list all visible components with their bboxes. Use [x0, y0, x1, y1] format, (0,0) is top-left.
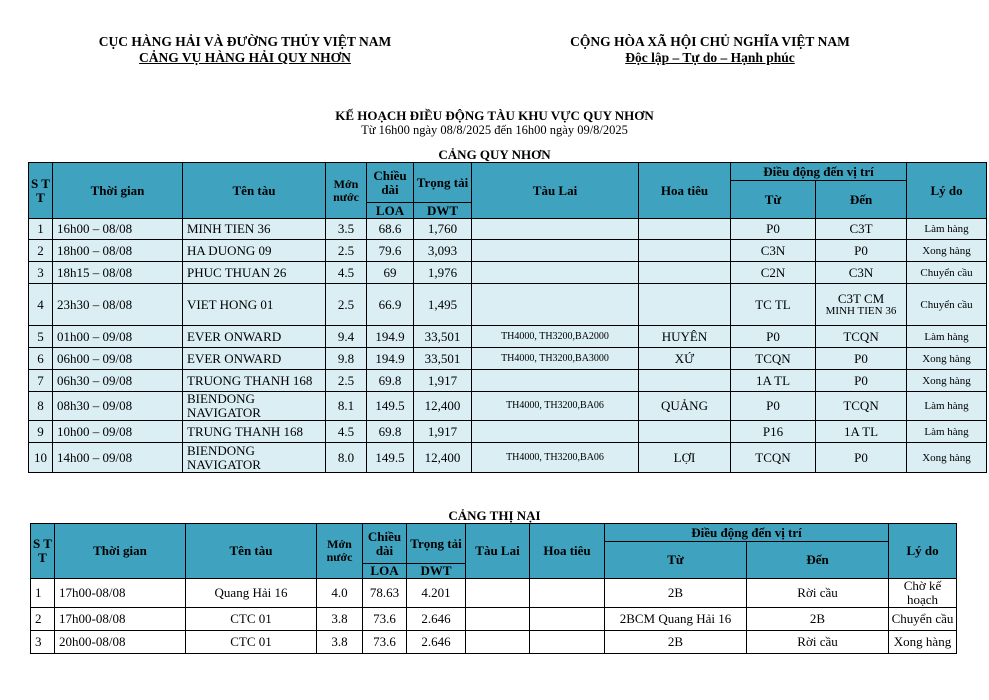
cell-draft: 3.8 — [317, 631, 363, 654]
cell-time: 18h00 – 08/08 — [53, 240, 183, 262]
cell-loa: 69 — [367, 262, 414, 284]
cell-reason: Làm hàng — [907, 219, 987, 240]
col-time-header: Thời gian — [55, 524, 186, 579]
cell-loa: 149.5 — [367, 443, 414, 473]
cell-ship: PHUC THUAN 26 — [183, 262, 326, 284]
cell-tug: TH4000, TH3200,BA3000 — [472, 348, 639, 370]
cell-time: 08h30 – 09/08 — [53, 392, 183, 421]
cell-reason: Chuyển cầu — [889, 608, 957, 631]
col-pilot-header: Hoa tiêu — [530, 524, 605, 579]
table-row — [31, 608, 957, 631]
cell-draft: 9.8 — [326, 348, 367, 370]
col-draft-header: Mớn nước — [317, 524, 363, 579]
table-row — [29, 348, 987, 370]
cell-dwt: 33,501 — [414, 348, 472, 370]
cell-to: 2B — [747, 608, 889, 631]
cell-from: 2BCM Quang Hải 16 — [605, 608, 747, 631]
cell-to: C3N — [816, 262, 907, 284]
country-name: CỘNG HÒA XÃ HỘI CHỦ NGHĨA VIỆT NAM — [570, 34, 850, 49]
national-motto: Độc lập – Tự do – Hạnh phúc — [625, 50, 795, 65]
cell-loa: 66.9 — [367, 284, 414, 326]
cell-time: 17h00-08/08 — [55, 608, 186, 631]
cell-dwt: 1,976 — [414, 262, 472, 284]
cell-ship: EVER ONWARD — [183, 348, 326, 370]
table1-title: CẢNG QUY NHƠN — [438, 147, 551, 162]
cell-reason: Xong hàng — [907, 443, 987, 473]
cell-time: 01h00 – 09/08 — [53, 326, 183, 348]
cell-tug — [466, 631, 530, 654]
cell-pilot — [639, 370, 731, 392]
table-row — [29, 240, 987, 262]
cell-from: C3N — [731, 240, 816, 262]
cell-to — [816, 284, 907, 326]
col-to-header: Đến — [816, 181, 907, 219]
cell-tug — [472, 421, 639, 443]
table-row — [29, 262, 987, 284]
cell-time: 14h00 – 09/08 — [53, 443, 183, 473]
cell-tug: TH4000, TH3200,BA06 — [472, 443, 639, 473]
cell-ship: CTC 01 — [186, 631, 317, 654]
col-to-header: Đến — [747, 542, 889, 579]
cell-ship: BIENDONG NAVIGATOR — [183, 392, 326, 421]
cell-reason: Xong hàng — [907, 370, 987, 392]
cell-stt: 9 — [29, 421, 53, 443]
cell-stt: 4 — [29, 284, 53, 326]
cell-to-line2: MINH TIEN 36 — [825, 304, 897, 317]
cell-pilot: QUẢNG — [639, 392, 731, 421]
col-ship-header: Tên tàu — [183, 163, 326, 219]
cell-tug — [472, 240, 639, 262]
cell-reason: Xong hàng — [889, 631, 957, 654]
cell-to-line1: C3T CM — [837, 290, 885, 306]
cell-from: C2N — [731, 262, 816, 284]
cell-draft: 3.8 — [317, 608, 363, 631]
cell-loa: 68.6 — [367, 219, 414, 240]
cell-pilot — [639, 219, 731, 240]
cell-loa: 73.6 — [363, 608, 407, 631]
cell-pilot — [639, 240, 731, 262]
cell-to: 1A TL — [816, 421, 907, 443]
cell-ship: EVER ONWARD — [183, 326, 326, 348]
cell-from: 2B — [605, 631, 747, 654]
col-tonnage-header: Trọng tải — [407, 524, 466, 564]
cell-tug — [472, 370, 639, 392]
cell-reason: Xong hàng — [907, 240, 987, 262]
cell-tug — [466, 608, 530, 631]
cell-draft: 4.0 — [317, 579, 363, 608]
cell-to: Rời cầu — [747, 579, 889, 608]
cell-loa: 78.63 — [363, 579, 407, 608]
cell-loa: 194.9 — [367, 326, 414, 348]
table-row — [29, 284, 987, 326]
cell-stt: 6 — [29, 348, 53, 370]
cell-from: 1A TL — [731, 370, 816, 392]
quy-nhon-schedule-table — [28, 162, 987, 473]
cell-reason: Xong hàng — [907, 348, 987, 370]
col-tonnage-header: Trọng tải — [414, 163, 472, 203]
cell-ship: CTC 01 — [186, 608, 317, 631]
cell-pilot — [530, 608, 605, 631]
cell-time: 20h00-08/08 — [55, 631, 186, 654]
plan-title: KẾ HOẠCH ĐIỀU ĐỘNG TÀU KHU VỰC QUY NHƠN — [335, 108, 654, 123]
col-from-header: Từ — [731, 181, 816, 219]
cell-loa: 79.6 — [367, 240, 414, 262]
table-row — [31, 631, 957, 654]
cell-ship: MINH TIEN 36 — [183, 219, 326, 240]
col-draft-header: Mớn nước — [326, 163, 367, 219]
cell-time: 17h00-08/08 — [55, 579, 186, 608]
cell-time: 06h00 – 09/08 — [53, 348, 183, 370]
cell-stt: 3 — [31, 631, 55, 654]
col-length-header: Chiều dài — [367, 163, 414, 203]
cell-pilot — [639, 262, 731, 284]
cell-ship: HA DUONG 09 — [183, 240, 326, 262]
table2-title: CẢNG THỊ NẠI — [448, 508, 541, 523]
cell-time: 18h15 – 08/08 — [53, 262, 183, 284]
cell-to: P0 — [816, 348, 907, 370]
cell-draft: 8.1 — [326, 392, 367, 421]
col-loa-header: LOA — [363, 564, 407, 579]
col-tug-header: Tàu Lai — [466, 524, 530, 579]
col-reason-header: Lý do — [889, 524, 957, 579]
cell-from: P16 — [731, 421, 816, 443]
cell-draft: 3.5 — [326, 219, 367, 240]
col-ship-header: Tên tàu — [186, 524, 317, 579]
cell-to: P0 — [816, 370, 907, 392]
cell-from: TC TL — [731, 284, 816, 326]
table-row — [29, 219, 987, 240]
cell-stt: 8 — [29, 392, 53, 421]
cell-reason: Làm hàng — [907, 326, 987, 348]
cell-time: 23h30 – 08/08 — [53, 284, 183, 326]
cell-from: P0 — [731, 326, 816, 348]
table-row — [31, 579, 957, 608]
cell-stt: 2 — [31, 608, 55, 631]
cell-tug — [472, 262, 639, 284]
cell-tug: TH4000, TH3200,BA2000 — [472, 326, 639, 348]
cell-dwt: 12,400 — [414, 443, 472, 473]
cell-stt: 5 — [29, 326, 53, 348]
cell-time: 16h00 – 08/08 — [53, 219, 183, 240]
cell-draft: 8.0 — [326, 443, 367, 473]
agency-name: CỤC HÀNG HẢI VÀ ĐƯỜNG THỦY VIỆT NAM — [98, 34, 392, 49]
col-from-header: Từ — [605, 542, 747, 579]
cell-loa: 149.5 — [367, 392, 414, 421]
table-row — [29, 370, 987, 392]
cell-pilot: XỨ — [639, 348, 731, 370]
cell-reason: Làm hàng — [907, 392, 987, 421]
cell-from: 2B — [605, 579, 747, 608]
col-time-header: Thời gian — [53, 163, 183, 219]
cell-stt: 7 — [29, 370, 53, 392]
cell-pilot — [530, 631, 605, 654]
cell-dwt: 4.201 — [407, 579, 466, 608]
cell-tug — [472, 284, 639, 326]
col-move-header: Điều động đến vị trí — [605, 524, 889, 542]
cell-tug: TH4000, TH3200,BA06 — [472, 392, 639, 421]
col-tug-header: Tàu Lai — [472, 163, 639, 219]
cell-loa: 194.9 — [367, 348, 414, 370]
cell-dwt: 12,400 — [414, 392, 472, 421]
cell-from: TCQN — [731, 348, 816, 370]
cell-ship: VIET HONG 01 — [183, 284, 326, 326]
cell-dwt: 2.646 — [407, 608, 466, 631]
table-row — [29, 443, 987, 473]
cell-pilot — [639, 421, 731, 443]
cell-dwt: 1,917 — [414, 421, 472, 443]
cell-draft: 4.5 — [326, 421, 367, 443]
cell-stt: 2 — [29, 240, 53, 262]
col-length-header: Chiều dài — [363, 524, 407, 564]
cell-reason: Làm hàng — [907, 421, 987, 443]
cell-to: P0 — [816, 240, 907, 262]
cell-time: 10h00 – 09/08 — [53, 421, 183, 443]
table-row — [29, 392, 987, 421]
col-stt-header: S T T — [29, 163, 53, 219]
cell-stt: 1 — [29, 219, 53, 240]
cell-stt: 10 — [29, 443, 53, 473]
cell-to: P0 — [816, 443, 907, 473]
cell-pilot: HUYÊN — [639, 326, 731, 348]
cell-tug — [472, 219, 639, 240]
port-authority-name: CẢNG VỤ HÀNG HẢI QUY NHƠN — [139, 50, 351, 65]
cell-to: Rời cầu — [747, 631, 889, 654]
cell-pilot — [530, 579, 605, 608]
cell-from: P0 — [731, 219, 816, 240]
cell-reason: Chuyển cầu — [907, 262, 987, 284]
cell-ship: TRUONG THANH 168 — [183, 370, 326, 392]
col-loa-header: LOA — [367, 203, 414, 219]
col-reason-header: Lý do — [907, 163, 987, 219]
cell-draft: 4.5 — [326, 262, 367, 284]
cell-ship: BIENDONG NAVIGATOR — [183, 443, 326, 473]
cell-reason: Chuyển cầu — [907, 284, 987, 326]
cell-draft: 2.5 — [326, 370, 367, 392]
col-stt-header: S T T — [31, 524, 55, 579]
cell-from: P0 — [731, 392, 816, 421]
col-pilot-header: Hoa tiêu — [639, 163, 731, 219]
cell-loa: 73.6 — [363, 631, 407, 654]
col-dwt-header: DWT — [407, 564, 466, 579]
cell-to: C3T — [816, 219, 907, 240]
cell-tug — [466, 579, 530, 608]
cell-pilot: LỢI — [639, 443, 731, 473]
cell-loa: 69.8 — [367, 370, 414, 392]
cell-draft: 2.5 — [326, 284, 367, 326]
plan-subtitle: Từ 16h00 ngày 08/8/2025 đến 16h00 ngày 09/8/2025 — [361, 123, 628, 137]
cell-dwt: 1,917 — [414, 370, 472, 392]
col-dwt-header: DWT — [414, 203, 472, 219]
cell-dwt: 3,093 — [414, 240, 472, 262]
cell-ship: TRUNG THANH 168 — [183, 421, 326, 443]
cell-pilot — [639, 284, 731, 326]
cell-draft: 2.5 — [326, 240, 367, 262]
cell-draft: 9.4 — [326, 326, 367, 348]
cell-dwt: 1,760 — [414, 219, 472, 240]
national-header — [545, 34, 875, 66]
cell-ship: Quang Hải 16 — [186, 579, 317, 608]
cell-to: TCQN — [816, 326, 907, 348]
cell-dwt: 33,501 — [414, 326, 472, 348]
table-row — [29, 421, 987, 443]
cell-dwt: 1,495 — [414, 284, 472, 326]
col-move-header: Điều động đến vị trí — [731, 163, 907, 181]
cell-stt: 3 — [29, 262, 53, 284]
cell-stt: 1 — [31, 579, 55, 608]
cell-dwt: 2.646 — [407, 631, 466, 654]
thi-nai-schedule-table — [30, 523, 957, 654]
cell-reason: Chờ kế hoạch — [889, 579, 957, 608]
cell-time: 06h30 – 09/08 — [53, 370, 183, 392]
table-row — [29, 326, 987, 348]
cell-from: TCQN — [731, 443, 816, 473]
cell-to: TCQN — [816, 392, 907, 421]
agency-header — [70, 34, 420, 66]
cell-loa: 69.8 — [367, 421, 414, 443]
